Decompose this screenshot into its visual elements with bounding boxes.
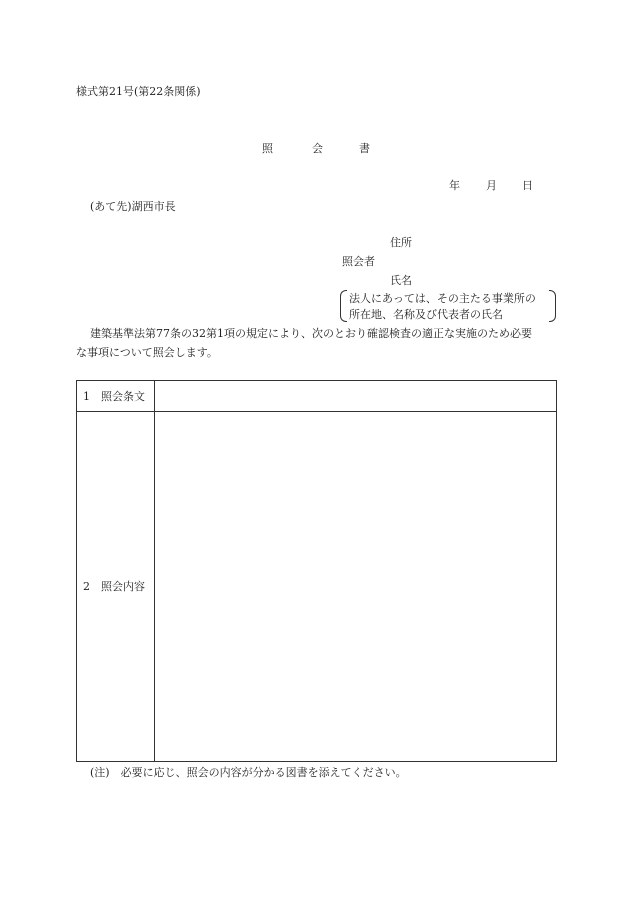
- label-inquiry-content: 2 照会内容: [83, 580, 145, 593]
- inquirer-label: 照会者: [342, 255, 375, 268]
- date-day: 日: [522, 179, 533, 192]
- corp-note-line2: 所在地、名称及び代表者の氏名: [349, 308, 503, 321]
- body-text-line1: 建築基準法第77条の32第1項の規定により、次のとおり確認検査の適正な実施のため必要: [90, 327, 532, 340]
- row-article: [77, 381, 556, 412]
- title-char-2: 会: [312, 142, 323, 155]
- column-divider: [154, 381, 155, 761]
- date-year: 年: [449, 179, 460, 192]
- label-inquiry-article: 1 照会条文: [83, 390, 145, 403]
- inquiry-table: [76, 380, 557, 762]
- address-label: 住所: [390, 236, 412, 249]
- right-bracket: [549, 290, 556, 322]
- corporation-note: [340, 290, 556, 320]
- date-month: 月: [486, 179, 497, 192]
- corp-note-line1: 法人にあっては、その主たる事業所の: [349, 292, 536, 305]
- footnote: (注) 必要に応じ、照会の内容が分かる図書を添えてください。: [90, 766, 407, 779]
- name-label: 氏名: [390, 274, 412, 287]
- title-char-3: 書: [359, 142, 370, 155]
- document-title: [262, 143, 370, 154]
- left-bracket: [340, 290, 347, 322]
- date-line: [449, 180, 533, 191]
- addressee: (あて先)湖西市長: [90, 200, 176, 213]
- body-text-line2: な事項について照会します。: [76, 346, 218, 359]
- form-number: 様式第21号(第22条関係): [76, 85, 201, 98]
- title-char-1: 照: [262, 142, 273, 155]
